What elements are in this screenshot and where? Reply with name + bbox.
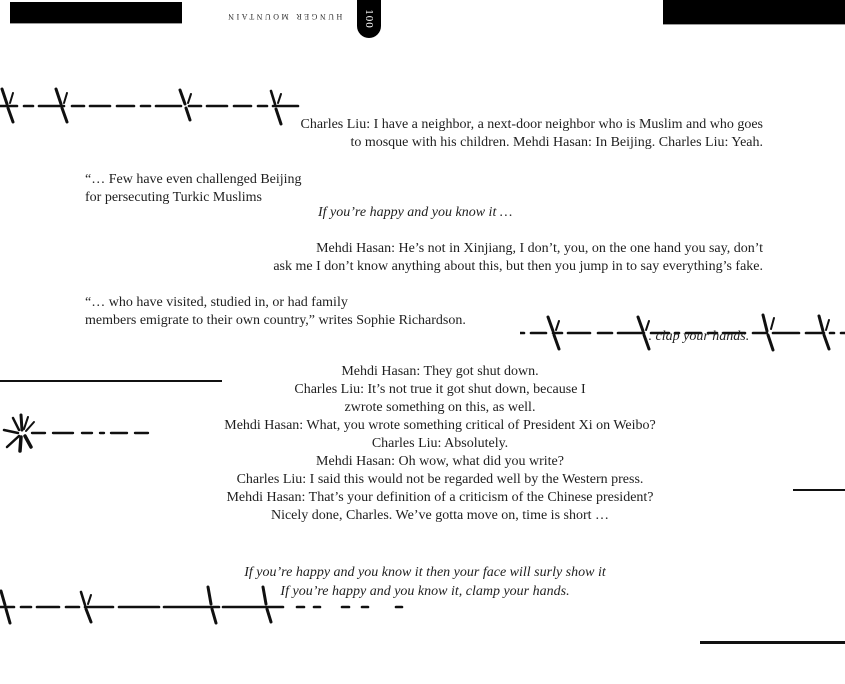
journal-running-head: hunger mountain — [225, 11, 343, 23]
transcript-line: Mehdi Hasan: He’s not in Xinjiang, I don’t, you, on the one hand you say, don’t — [316, 241, 763, 256]
quote-line: members emigrate to their own country,” writes Sophie Richardson. — [85, 313, 466, 328]
transcript-line: Mehdi Hasan: They got shut down. — [341, 364, 539, 379]
rule-right-small — [793, 489, 845, 491]
transcript-line: Mehdi Hasan: Oh wow, what did you write? — [316, 454, 564, 469]
transcript-block-2 — [203, 240, 763, 276]
rule-bottom-right — [700, 641, 845, 644]
transcript-line: ask me I don’t know anything about this, but then you jump in to say everything’s fake. — [273, 259, 763, 274]
page-number: 100 — [363, 9, 375, 29]
song-refrain-1: If you’re happy and you know it … — [318, 205, 513, 220]
transcript-line: Mehdi Hasan: What, you wrote something critical of President Xi on Weibo? — [224, 418, 656, 433]
transcript-line: to mosque with his children. Mehdi Hasan: In Beijing. Charles Liu: Yeah. — [350, 135, 763, 150]
transcript-line: Charles Liu: Absolutely. — [371, 436, 509, 451]
quote-line: “… Few have even challenged Beijing — [85, 172, 302, 187]
song-line: If you’re happy and you know it, clamp your hands. — [280, 584, 570, 599]
redaction-bar-right — [663, 0, 845, 24]
redaction-bar-left — [10, 2, 182, 23]
transcript-line: Mehdi Hasan: That’s your definition of a criticism of the Chinese president? — [226, 490, 654, 505]
transcript-line: Charles Liu: It’s not true it got shut down, because I — [294, 382, 586, 397]
quote-line: “… who have visited, studied in, or had family — [85, 295, 348, 310]
transcript-block-1 — [223, 116, 763, 152]
song-line: If you’re happy and you know it then your face will surly show it — [244, 565, 606, 580]
quote-line: for persecuting Turkic Muslims — [85, 190, 262, 205]
quote-block-2 — [85, 294, 466, 330]
transcript-line: Charles Liu: I said this would not be regarded well by the Western press. — [236, 472, 644, 487]
transcript-block-3 — [120, 363, 760, 525]
song-refrain-3 — [105, 563, 745, 601]
page-number-pill — [357, 0, 381, 38]
transcript-line: zwrote something on this, as well. — [344, 400, 536, 415]
quote-block-1 — [85, 171, 302, 207]
song-refrain-2: .. clap your hands. — [645, 329, 750, 344]
transcript-line: Nicely done, Charles. We’ve gotta move on, time is short … — [270, 508, 610, 523]
transcript-line: Charles Liu: I have a neighbor, a next-door neighbor who is Muslim and who goes — [300, 117, 763, 132]
